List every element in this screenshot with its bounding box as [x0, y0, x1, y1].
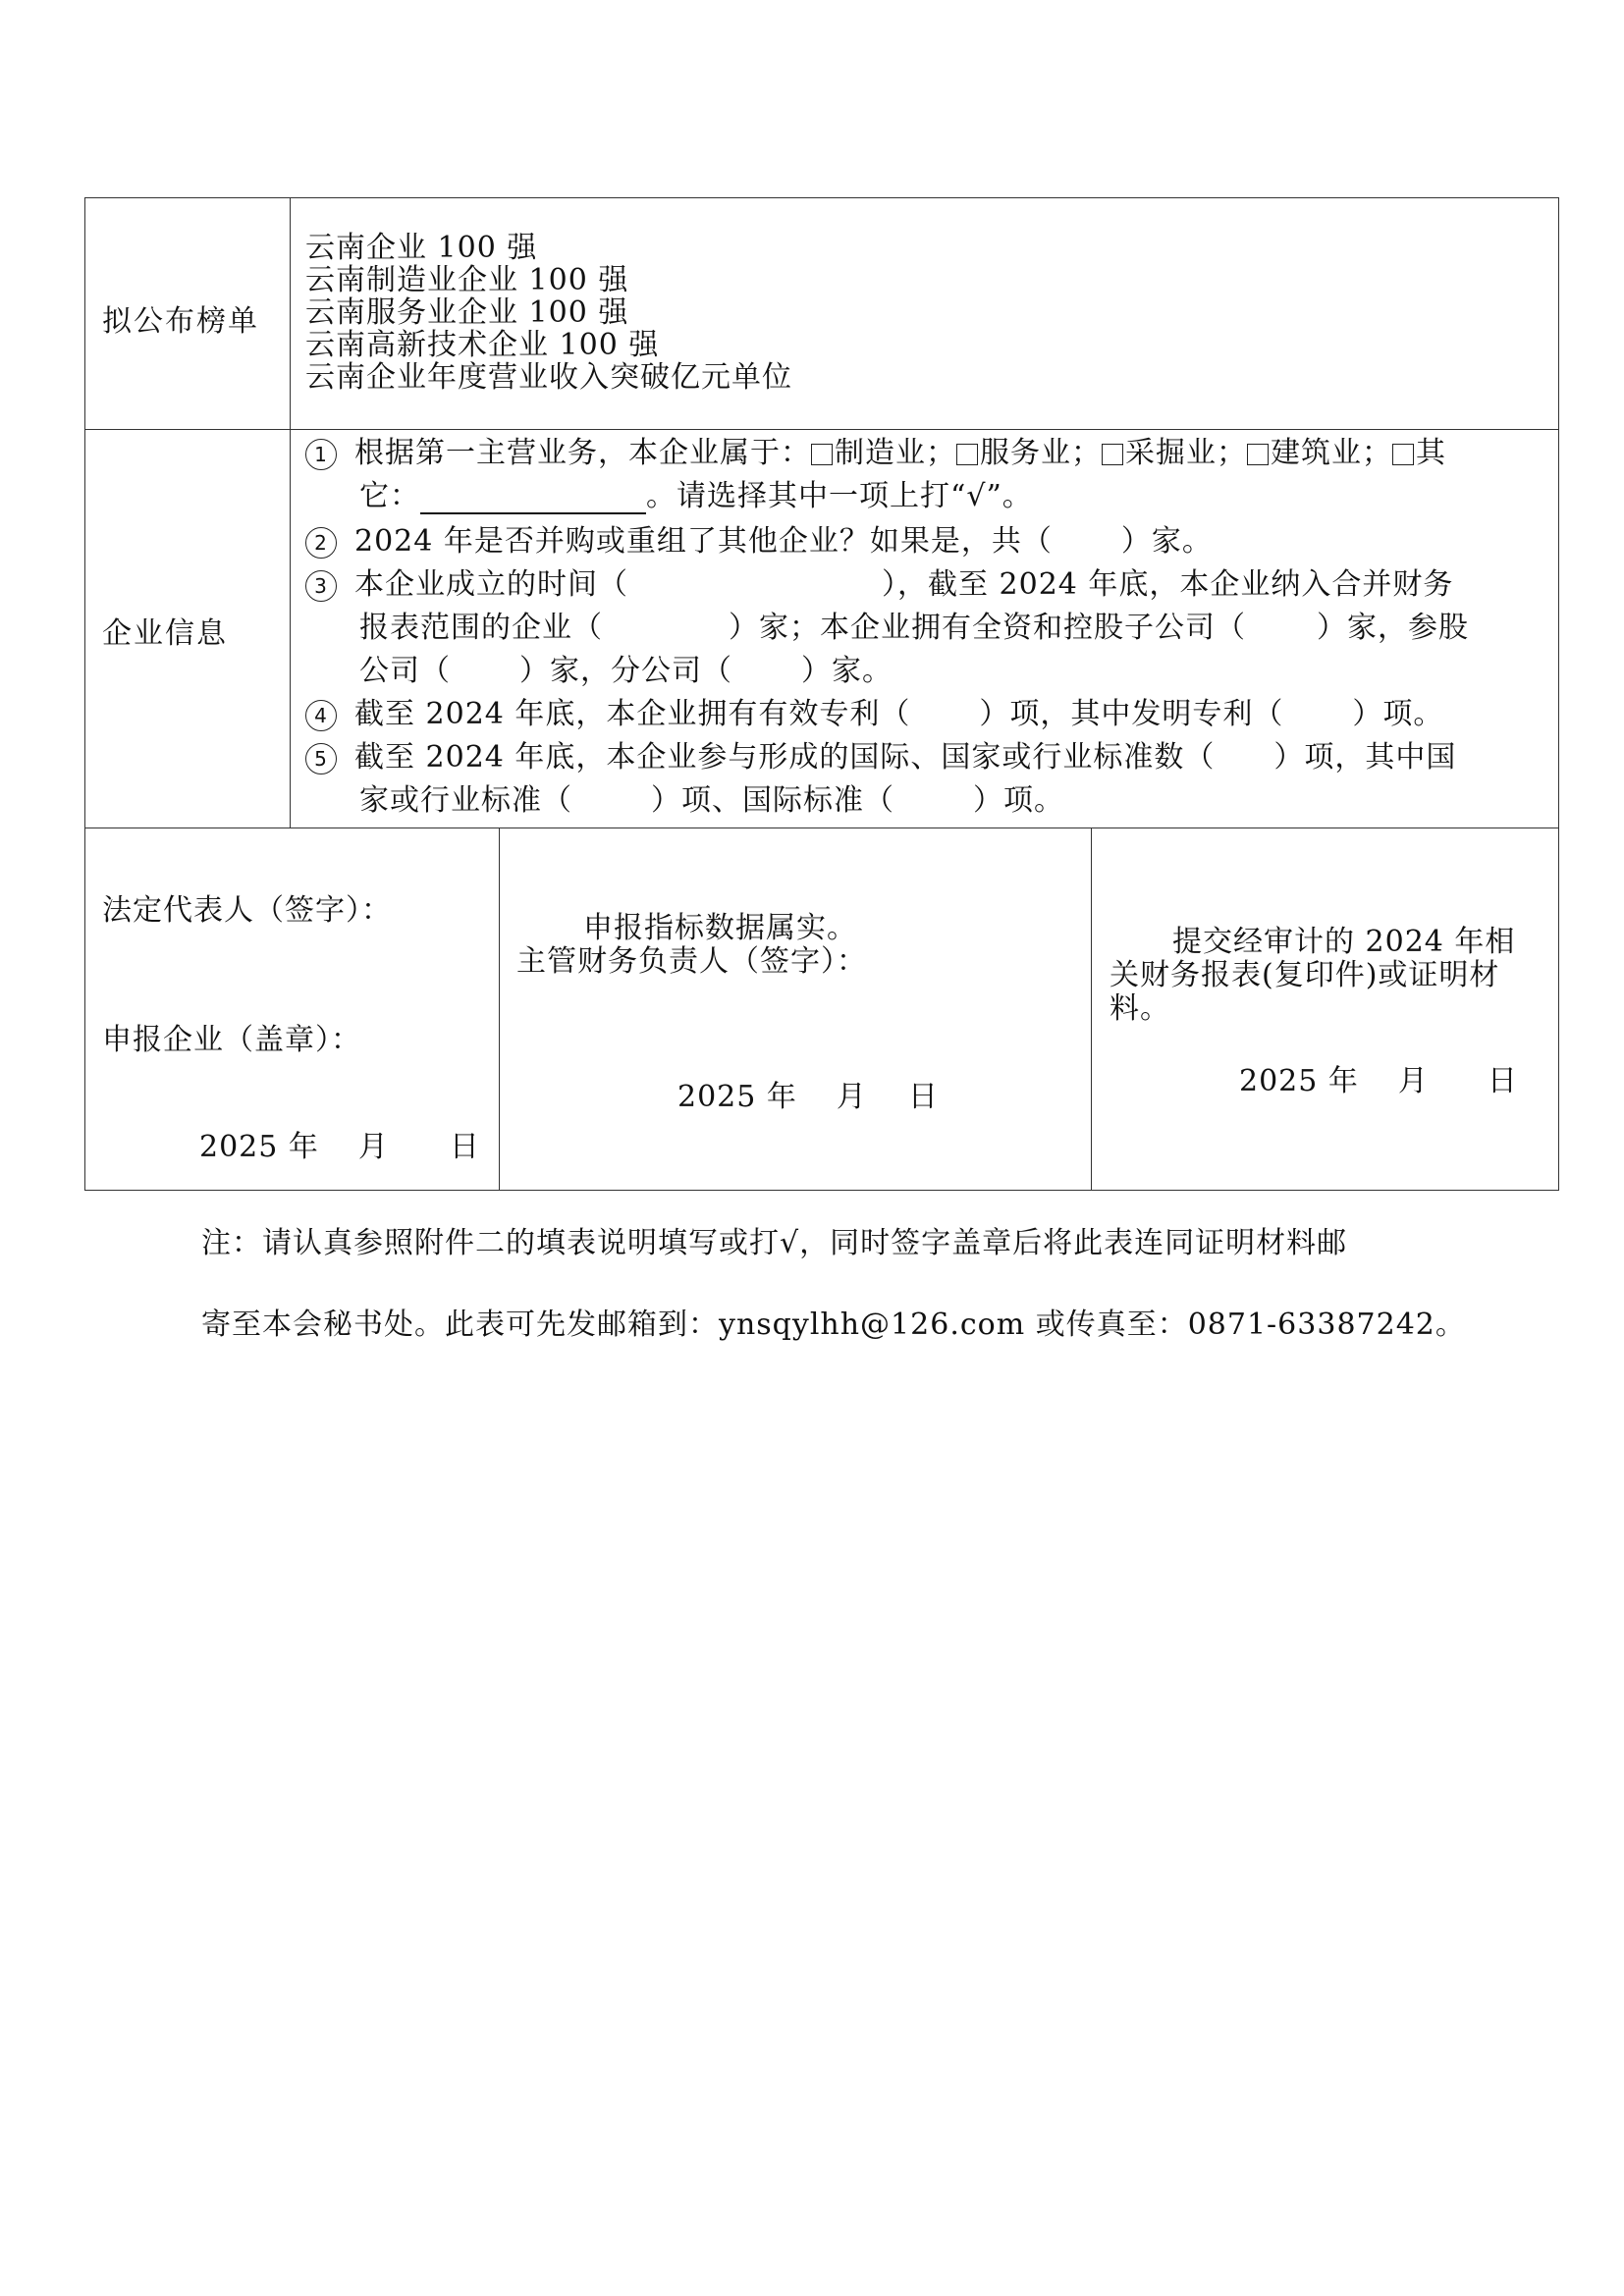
checkbox-construction[interactable] — [1247, 444, 1269, 465]
option-manufacturing: 制造业； — [835, 436, 956, 470]
date-year: 2025 年 — [1239, 1064, 1359, 1098]
date-month: 月 — [1397, 1064, 1429, 1098]
q1-instruction: 。请选择其中一项上打“√”。 — [646, 479, 1033, 513]
question-3-cont-2 — [359, 654, 893, 689]
date-day: 日 — [907, 1080, 939, 1114]
checkbox-manufacturing[interactable] — [811, 444, 833, 465]
finance-head-signature-label: 主管财务负责人（签字）： — [516, 944, 867, 979]
q3-text-d: ）家；本企业拥有全资和控股子公司（ — [729, 611, 1246, 645]
row-divider-1 — [84, 429, 1559, 430]
q4-text-b: ）项，其中发明专利（ — [979, 697, 1284, 731]
checkbox-service[interactable] — [956, 444, 978, 465]
q2-unit: ）家。 — [1120, 524, 1213, 559]
list-item: 云南企业年度营业收入突破亿元单位 — [305, 360, 792, 395]
question-2 — [305, 524, 1213, 560]
circled-number-3: 3 — [305, 570, 337, 602]
q5-text-b: ）项，其中国 — [1273, 740, 1457, 774]
question-4 — [305, 697, 1443, 732]
date-year: 2025 年 — [199, 1130, 319, 1164]
option-service: 服务业； — [980, 436, 1102, 470]
question-3-cont-1 — [359, 611, 1469, 646]
question-3 — [305, 567, 1453, 603]
circled-number-5: 5 — [305, 743, 337, 774]
note-line-2: 寄至本会秘书处。此表可先发邮箱到：ynsqylhh@126.com 或传真至：0871-63387242。 — [201, 1308, 1466, 1342]
signature-divider-1 — [499, 828, 500, 1191]
date-month: 月 — [357, 1130, 389, 1164]
q1-text: 根据第一主营业务，本企业属于： — [354, 436, 811, 470]
q1-other-label: 它： — [359, 479, 420, 513]
question-1 — [305, 436, 1446, 471]
submit-statement-1: 提交经审计的 2024 年相 — [1172, 925, 1516, 959]
option-other: 其 — [1416, 436, 1446, 470]
q3-text-a: 本企业成立的时间（ — [354, 567, 628, 602]
other-industry-field[interactable] — [420, 487, 646, 514]
signature-divider-2 — [1091, 828, 1092, 1191]
circled-number-2: 2 — [305, 527, 337, 559]
q4-text-c: ）项。 — [1352, 697, 1444, 731]
applicant-seal-label: 申报企业（盖章）： — [102, 1023, 361, 1057]
checkbox-mining[interactable] — [1102, 444, 1123, 465]
q4-text-a: 截至 2024 年底，本企业拥有有效专利（ — [354, 697, 911, 731]
q3-text-g: ）家，分公司（ — [519, 654, 732, 688]
q3-text-e: ）家，参股 — [1317, 611, 1469, 645]
date-day: 日 — [449, 1130, 480, 1164]
date-cell-3 — [1239, 1056, 1518, 1099]
q5-text-c: 家或行业标准（ — [359, 783, 572, 818]
option-construction: 建筑业； — [1271, 436, 1392, 470]
date-year: 2025 年 — [677, 1080, 797, 1114]
question-5 — [305, 740, 1456, 775]
date-day: 日 — [1487, 1064, 1518, 1098]
q2-text: 2024 年是否并购或重组了其他企业？如果是，共（ — [354, 524, 1053, 559]
finance-true-statement: 申报指标数据属实。 — [583, 911, 857, 945]
list-item: 云南企业 100 强 — [305, 231, 538, 265]
row-label-company-info: 企业信息 — [102, 616, 228, 651]
row-label-list: 拟公布榜单 — [102, 304, 259, 339]
q5-text-e: ）项。 — [973, 783, 1064, 818]
submit-statement-3: 料。 — [1110, 991, 1170, 1026]
list-item: 云南服务业企业 100 强 — [305, 295, 629, 330]
question-1-cont — [359, 479, 1033, 514]
q3-text-c: 报表范围的企业（ — [359, 611, 603, 645]
legal-rep-signature-label: 法定代表人（签字）： — [102, 893, 392, 928]
q3-text-b: ），截至 2024 年底，本企业纳入合并财务 — [882, 567, 1454, 602]
question-5-cont — [359, 783, 1064, 819]
circled-number-1: 1 — [305, 439, 337, 470]
list-item: 云南制造业企业 100 强 — [305, 263, 629, 297]
circled-number-4: 4 — [305, 700, 337, 731]
submit-statement-2: 关财务报表(复印件)或证明材 — [1110, 958, 1500, 992]
list-item: 云南高新技术企业 100 强 — [305, 328, 660, 362]
q3-text-h: ）家。 — [801, 654, 893, 688]
checkbox-other[interactable] — [1392, 444, 1414, 465]
label-column-divider — [290, 197, 291, 828]
q5-text-a: 截至 2024 年底，本企业参与形成的国际、国家或行业标准数（ — [354, 740, 1216, 774]
note-line-1: 注：请认真参照附件二的填表说明填写或打√，同时签字盖章后将此表连同证明材料邮 — [201, 1226, 1348, 1260]
q3-text-f: 公司（ — [359, 654, 451, 688]
date-month: 月 — [836, 1080, 867, 1114]
date-cell-2 — [677, 1072, 939, 1115]
q5-text-d: ）项、国际标准（ — [651, 783, 894, 818]
date-cell-1 — [199, 1122, 480, 1165]
option-mining: 采掘业； — [1125, 436, 1247, 470]
